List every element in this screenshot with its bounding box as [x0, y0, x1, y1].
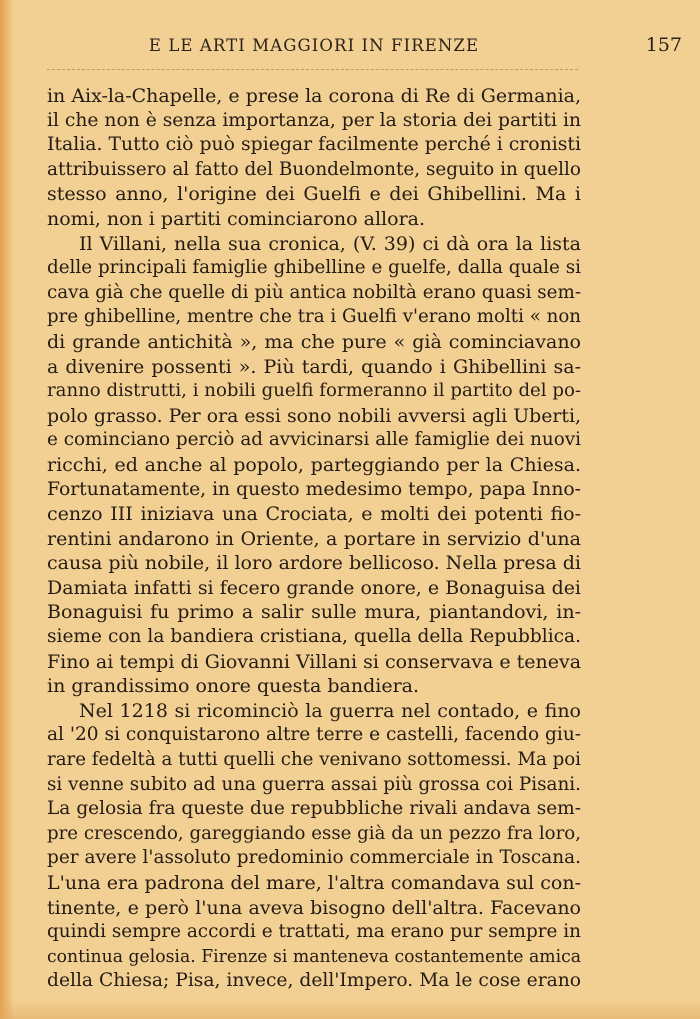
text-line: L'una era padrona del mare, l'altra comandava sul con-	[47, 872, 581, 894]
text-line: La gelosia fra queste due repubbliche rivali andava sem-	[47, 798, 581, 820]
paragraph-start-line: Il Villani, nella sua cronica, (V. 39) ci dà ora la lista	[79, 232, 581, 255]
text-line: cava già che quelle di più antica nobiltà erano quasi sem-	[47, 281, 581, 303]
text-line: Fino ai tempi di Giovanni Villani si conservava e teneva	[47, 650, 581, 673]
text-line: della Chiesa; Pisa, invece, dell'Impero. Ma le cose erano	[47, 970, 581, 992]
text-line: Italia. Tutto ciò può spiegar facilmente perché i cronisti	[47, 134, 582, 156]
text-line: rentini andarono in Oriente, a portare in servizio d'una	[47, 527, 581, 550]
text-line: Fortunatamente, in questo medesimo tempo, papa Inno-	[47, 478, 581, 500]
page-edge-shadow	[0, 0, 14, 1019]
body-text	[47, 84, 581, 994]
text-line: si venne subito ad una guerra assai più grossa coi Pisani.	[47, 773, 581, 795]
text-line: causa più nobile, il loro ardore bellicoso. Nella presa di	[47, 552, 581, 575]
header-rule	[47, 69, 578, 70]
text-line: ricchi, ed anche al popolo, parteggiando per la Chiesa.	[47, 453, 581, 476]
text-line: quindi sempre accordi e trattati, ma erano pur sempre in	[47, 921, 581, 943]
page-bottom-shadow	[0, 1001, 700, 1019]
text-line: in grandissimo onore questa bandiera.	[47, 675, 420, 698]
text-line: a divenire possenti ». Più tardi, quando i Ghibellini sa-	[47, 355, 581, 378]
text-line: per avere l'assoluto predominio commerciale in Toscana.	[47, 847, 581, 869]
text-line: pre crescendo, gareggiando esse già da un pezzo fra loro,	[47, 822, 581, 844]
text-line: delle principali famiglie ghibelline e guelfe, dalla quale si	[47, 257, 581, 279]
text-line: pre ghibelline, mentre che tra i Guelfi v'erano molti « non	[47, 306, 581, 328]
text-line: e cominciano perciò ad avvicinarsi alle famiglie dei nuovi	[47, 429, 581, 451]
text-line: ranno distrutti, i nobili guelfi formeranno il partito del po-	[47, 380, 581, 402]
text-line: Bonaguisi fu primo a salir sulle mura, piantandovi, in-	[47, 601, 581, 624]
text-line: polo grasso. Per ora essi sono nobili avversi agli Uberti,	[47, 404, 581, 427]
text-line: stesso anno, l'origine dei Guelfi e dei Ghibellini. Ma i	[47, 183, 581, 206]
text-line: attribuissero al fatto del Buondelmonte, seguito in quello	[47, 158, 581, 180]
text-line: Damiata infatti si fecero grande onore, e Bonaguisa dei	[47, 576, 581, 599]
paragraph-start-line: Nel 1218 si ricominciò la guerra nel contado, e fino	[79, 699, 581, 722]
text-line: di grande antichità », ma che pure « già cominciavano	[47, 330, 581, 353]
text-line: al '20 si conquistarono altre terre e castelli, facendo giu-	[47, 724, 581, 746]
page-number: 157	[645, 34, 682, 56]
running-head: E LE ARTI MAGGIORI IN FIRENZE	[148, 36, 480, 55]
text-line: nomi, non i partiti cominciarono allora.	[47, 207, 426, 230]
text-line: rare fedeltà a tutti quelli che venivano sottomessi. Ma poi	[47, 749, 581, 771]
text-line: in Aix-la-Chapelle, e prese la corona di Re di Germania,	[47, 85, 581, 107]
text-line: tinente, e però l'una aveva bisogno dell'altra. Facevano	[47, 896, 581, 919]
text-line: continua gelosia. Firenze si manteneva costantemente amica	[47, 946, 581, 967]
page-header	[47, 34, 682, 64]
text-line: cenzo III iniziava una Crociata, e molti dei potenti fio-	[47, 503, 581, 526]
text-line: il che non è senza importanza, per la storia dei partiti in	[47, 109, 581, 131]
text-line: sieme con la bandiera cristiana, quella della Repubblica.	[47, 626, 581, 648]
